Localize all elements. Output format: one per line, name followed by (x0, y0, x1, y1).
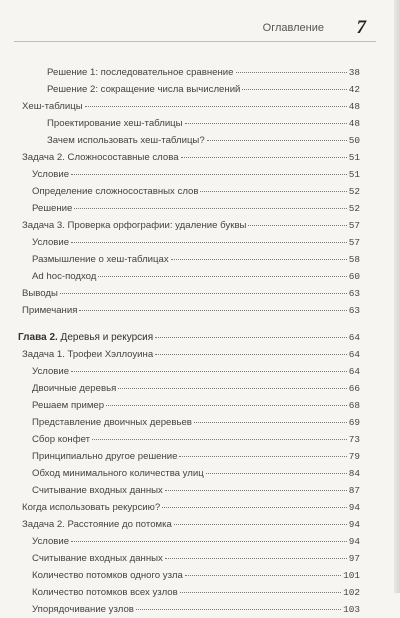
toc-entry-label: Решение (32, 203, 73, 214)
dot-leader (194, 422, 347, 423)
toc-page-number: 94 (348, 536, 360, 547)
toc-page-number: 38 (348, 67, 360, 78)
toc-entry-label: Задача 1. Трофеи Хэллоуина (22, 349, 154, 360)
dot-leader (181, 157, 347, 158)
toc-page-number: 103 (343, 604, 360, 615)
toc-page-number: 97 (348, 553, 360, 564)
toc-entry-label: Размышление о хеш-таблицах (32, 254, 169, 265)
toc-entry-title (32, 268, 96, 285)
toc-page-number: 48 (348, 101, 360, 112)
toc-entry-label: Условие (32, 536, 70, 547)
toc-entry-title (32, 482, 163, 499)
toc-entry-label: Считывание входных данных (32, 553, 163, 564)
dot-leader (174, 524, 347, 525)
toc-entry-label: Примечания (22, 305, 78, 316)
toc-page-number: 66 (348, 383, 360, 394)
toc-entry (14, 482, 360, 499)
toc-entry-label: Решение 2: сокращение числа вычислений (47, 84, 241, 95)
toc-entry (14, 380, 360, 397)
page-edge (394, 0, 400, 593)
toc-entry (14, 465, 360, 482)
toc-entry (14, 217, 360, 234)
toc-entry-label: Определение сложносоставных слов (32, 186, 199, 197)
toc-entry (14, 268, 360, 285)
dot-leader (179, 456, 346, 457)
toc-entry-title (32, 363, 69, 380)
dot-leader (71, 242, 347, 243)
dot-leader (98, 276, 346, 277)
toc-entry (14, 346, 360, 363)
toc-page-number: 42 (348, 84, 360, 95)
toc-entry-title (32, 550, 163, 567)
toc-page-number: 57 (348, 220, 360, 231)
toc-page-number: 63 (348, 288, 360, 299)
dot-leader (85, 106, 347, 107)
dot-leader (136, 609, 341, 610)
toc-page-number: 64 (348, 332, 360, 343)
dot-leader (165, 490, 347, 491)
toc-entry-label: Деревья и рекурсия (57, 332, 154, 343)
toc-entry-title (18, 329, 153, 346)
toc-entry (14, 431, 360, 448)
toc-entry-title (32, 234, 69, 251)
toc-entry-label: Ad hoc-подход (32, 271, 97, 282)
toc-entry-label: Условие (32, 169, 70, 180)
toc-entry (14, 567, 360, 584)
toc-entry-label: Решение 1: последовательное сравнение (47, 67, 234, 78)
toc-entry-title (22, 499, 160, 516)
toc-entry (14, 533, 360, 550)
toc-entry (14, 302, 360, 319)
toc-entry-label: Считывание входных данных (32, 485, 163, 496)
dot-leader (71, 371, 347, 372)
toc-entry-title (47, 81, 240, 98)
toc-page-number: 94 (348, 519, 360, 530)
dot-leader (118, 388, 346, 389)
toc-entry-title (32, 465, 204, 482)
toc-entry-label: Решаем пример (32, 400, 105, 411)
toc-entry (14, 550, 360, 567)
toc-entry-title (22, 217, 246, 234)
toc-page-number: 63 (348, 305, 360, 316)
toc-page-number: 50 (348, 135, 360, 146)
table-of-contents (14, 64, 360, 618)
toc-entry-label: Количество потомков одного узла (32, 570, 183, 581)
toc-entry (14, 234, 360, 251)
dot-leader (71, 174, 347, 175)
dot-leader (185, 575, 341, 576)
chapter-number: Глава 2. (18, 332, 58, 343)
dot-leader (200, 191, 346, 192)
toc-page-number: 102 (343, 587, 360, 598)
toc-page-number: 51 (348, 169, 360, 180)
toc-page-number: 57 (348, 237, 360, 248)
toc-entry-label: Задача 2. Расстояние до потомка (22, 519, 172, 530)
toc-page-number: 52 (348, 186, 360, 197)
toc-page-number: 64 (348, 349, 360, 360)
dot-leader (79, 310, 346, 311)
toc-entry-label: Количество потомков всех узлов (32, 587, 178, 598)
dot-leader (74, 208, 346, 209)
toc-entry-label: Условие (32, 366, 70, 377)
toc-entry-title (22, 516, 172, 533)
toc-entry-label: Выводы (22, 288, 58, 299)
toc-entry-title (32, 431, 90, 448)
toc-entry-title (47, 115, 183, 132)
running-title: Оглавление (262, 22, 324, 34)
dot-leader (171, 259, 347, 260)
toc-page-number: 60 (348, 271, 360, 282)
toc-page-number: 51 (348, 152, 360, 163)
toc-entry-label: Задача 2. Сложносоставные слова (22, 152, 179, 163)
toc-chapter-entry (14, 329, 360, 346)
toc-entry (14, 414, 360, 431)
toc-entry (14, 448, 360, 465)
toc-entry-title (22, 285, 58, 302)
toc-entry-title (22, 302, 77, 319)
toc-entry-label: Обход минимального количества улиц (32, 468, 204, 479)
toc-entry (14, 285, 360, 302)
dot-leader (106, 405, 347, 406)
dot-leader (185, 123, 347, 124)
dot-leader (155, 354, 347, 355)
toc-page-number: 79 (348, 451, 360, 462)
toc-entry-title (32, 448, 177, 465)
dot-leader (206, 473, 347, 474)
toc-entry (14, 98, 360, 115)
toc-entry-label: Когда использовать рекурсию? (22, 502, 161, 513)
toc-page-number: 73 (348, 434, 360, 445)
toc-entry (14, 183, 360, 200)
toc-entry-title (22, 149, 179, 166)
toc-entry-label: Задача 3. Проверка орфографии: удаление буквы (22, 220, 247, 231)
dot-leader (162, 507, 347, 508)
dot-leader (92, 439, 347, 440)
toc-entry-title (47, 64, 234, 81)
toc-entry (14, 81, 360, 98)
toc-entry-title (32, 251, 169, 268)
toc-page-number: 58 (348, 254, 360, 265)
toc-entry-label: Принципиально другое решение (32, 451, 178, 462)
toc-entry (14, 397, 360, 414)
running-header (14, 17, 376, 42)
toc-entry (14, 499, 360, 516)
toc-entry-title (32, 533, 69, 550)
toc-entry-label: Представление двоичных деревьев (32, 417, 192, 428)
toc-entry (14, 516, 360, 533)
dot-leader (207, 140, 347, 141)
toc-entry-title (32, 414, 192, 431)
toc-entry (14, 601, 360, 618)
toc-entry (14, 64, 360, 81)
toc-entry-title (32, 567, 183, 584)
toc-entry (14, 251, 360, 268)
toc-entry (14, 115, 360, 132)
toc-entry-label: Хеш-таблицы (22, 101, 83, 112)
toc-entry-label: Сбор конфет (32, 434, 91, 445)
toc-entry (14, 166, 360, 183)
toc-page-number: 87 (348, 485, 360, 496)
toc-entry (14, 200, 360, 217)
toc-page-number: 69 (348, 417, 360, 428)
toc-page-number: 101 (343, 570, 360, 581)
dot-leader (165, 558, 347, 559)
dot-leader (248, 225, 346, 226)
toc-page-number: 94 (348, 502, 360, 513)
dot-leader (236, 72, 347, 73)
dot-leader (60, 293, 347, 294)
toc-page-number: 64 (348, 366, 360, 377)
toc-entry-title (32, 380, 116, 397)
toc-entry (14, 363, 360, 380)
toc-page-number: 84 (348, 468, 360, 479)
toc-entry-title (32, 601, 134, 618)
toc-entry-title (32, 200, 72, 217)
toc-entry-label: Условие (32, 237, 70, 248)
toc-entry-label: Проектирование хеш-таблицы (47, 118, 183, 129)
dot-leader (71, 541, 347, 542)
toc-entry-title (32, 397, 104, 414)
toc-entry-title (32, 166, 69, 183)
toc-entry-title (22, 346, 153, 363)
toc-page-number: 48 (348, 118, 360, 129)
dot-leader (242, 89, 346, 90)
toc-entry (14, 132, 360, 149)
toc-page-number: 52 (348, 203, 360, 214)
dot-leader (155, 337, 347, 338)
toc-page-number: 68 (348, 400, 360, 411)
toc-entry-title (32, 183, 198, 200)
toc-entry-label: Зачем использовать хеш-таблицы? (47, 135, 205, 146)
toc-entry-title (47, 132, 205, 149)
page-number: 7 (356, 17, 366, 38)
toc-entry-label: Упорядочивание узлов (32, 604, 134, 615)
toc-entry-title (22, 98, 83, 115)
toc-entry-label: Двоичные деревья (32, 383, 117, 394)
toc-entry (14, 149, 360, 166)
